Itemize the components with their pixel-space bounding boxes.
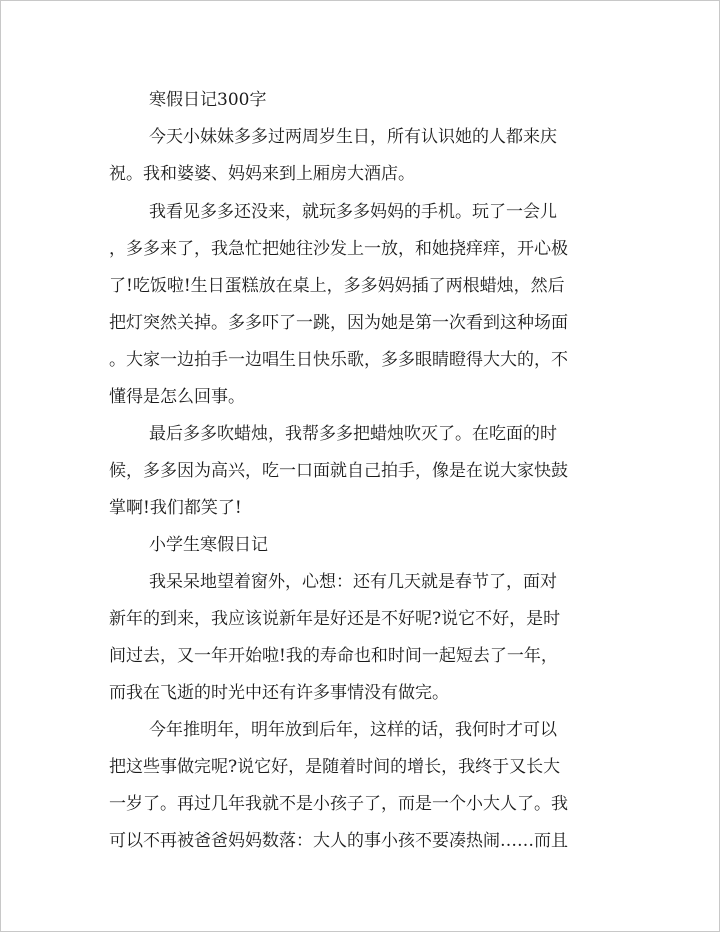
text-line: 了!吃饭啦!生日蛋糕放在桌上，多多妈妈插了两根蜡烛，然后 <box>109 276 565 296</box>
text-line: 懂得是怎么回事。 <box>109 387 245 407</box>
text-line: 掌啊!我们都笑了! <box>109 498 242 518</box>
text-line: 我看见多多还没来，就玩多多妈妈的手机。玩了一会儿 <box>149 202 557 222</box>
text-line: 今年推明年，明年放到后年，这样的话，我何时才可以 <box>149 720 557 740</box>
text-line: 。大家一边拍手一边唱生日快乐歌，多多眼睛瞪得大大的，不 <box>109 350 568 370</box>
text-line: 候，多多因为高兴，吃一口面就自己拍手，像是在说大家快鼓 <box>109 461 568 481</box>
text-line: 而我在飞逝的时光中还有许多事情没有做完。 <box>109 683 449 703</box>
text-line: 今天小妹妹多多过两周岁生日，所有认识她的人都来庆 <box>149 127 557 147</box>
text-line: 把这些事做完呢?说它好，是随着时间的增长，我终于又长大 <box>109 757 561 777</box>
text-line: 最后多多吹蜡烛，我帮多多把蜡烛吹灭了。在吃面的时 <box>149 424 557 444</box>
section-title-1: 寒假日记300字 <box>149 90 267 110</box>
text-line: 把灯突然关掉。多多吓了一跳，因为她是第一次看到这种场面 <box>109 313 568 333</box>
text-line: 新年的到来，我应该说新年是好还是不好呢?说它不好，是时 <box>109 609 561 629</box>
text-line: 可以不再被爸爸妈妈数落：大人的事小孩不要凑热闹……而且 <box>109 831 568 851</box>
text-line: 间过去，又一年开始啦!我的寿命也和时间一起短去了一年， <box>109 646 558 666</box>
text-line: 我呆呆地望着窗外，心想：还有几天就是春节了，面对 <box>149 572 557 592</box>
text-line: 祝。我和婆婆、妈妈来到上厢房大酒店。 <box>109 164 415 184</box>
text-line: ，多多来了，我急忙把她往沙发上一放，和她挠痒痒，开心极 <box>109 239 568 259</box>
section-title-2: 小学生寒假日记 <box>149 535 268 555</box>
text-line: 一岁了。再过几年我就不是小孩子了，而是一个小大人了。我 <box>109 794 568 814</box>
